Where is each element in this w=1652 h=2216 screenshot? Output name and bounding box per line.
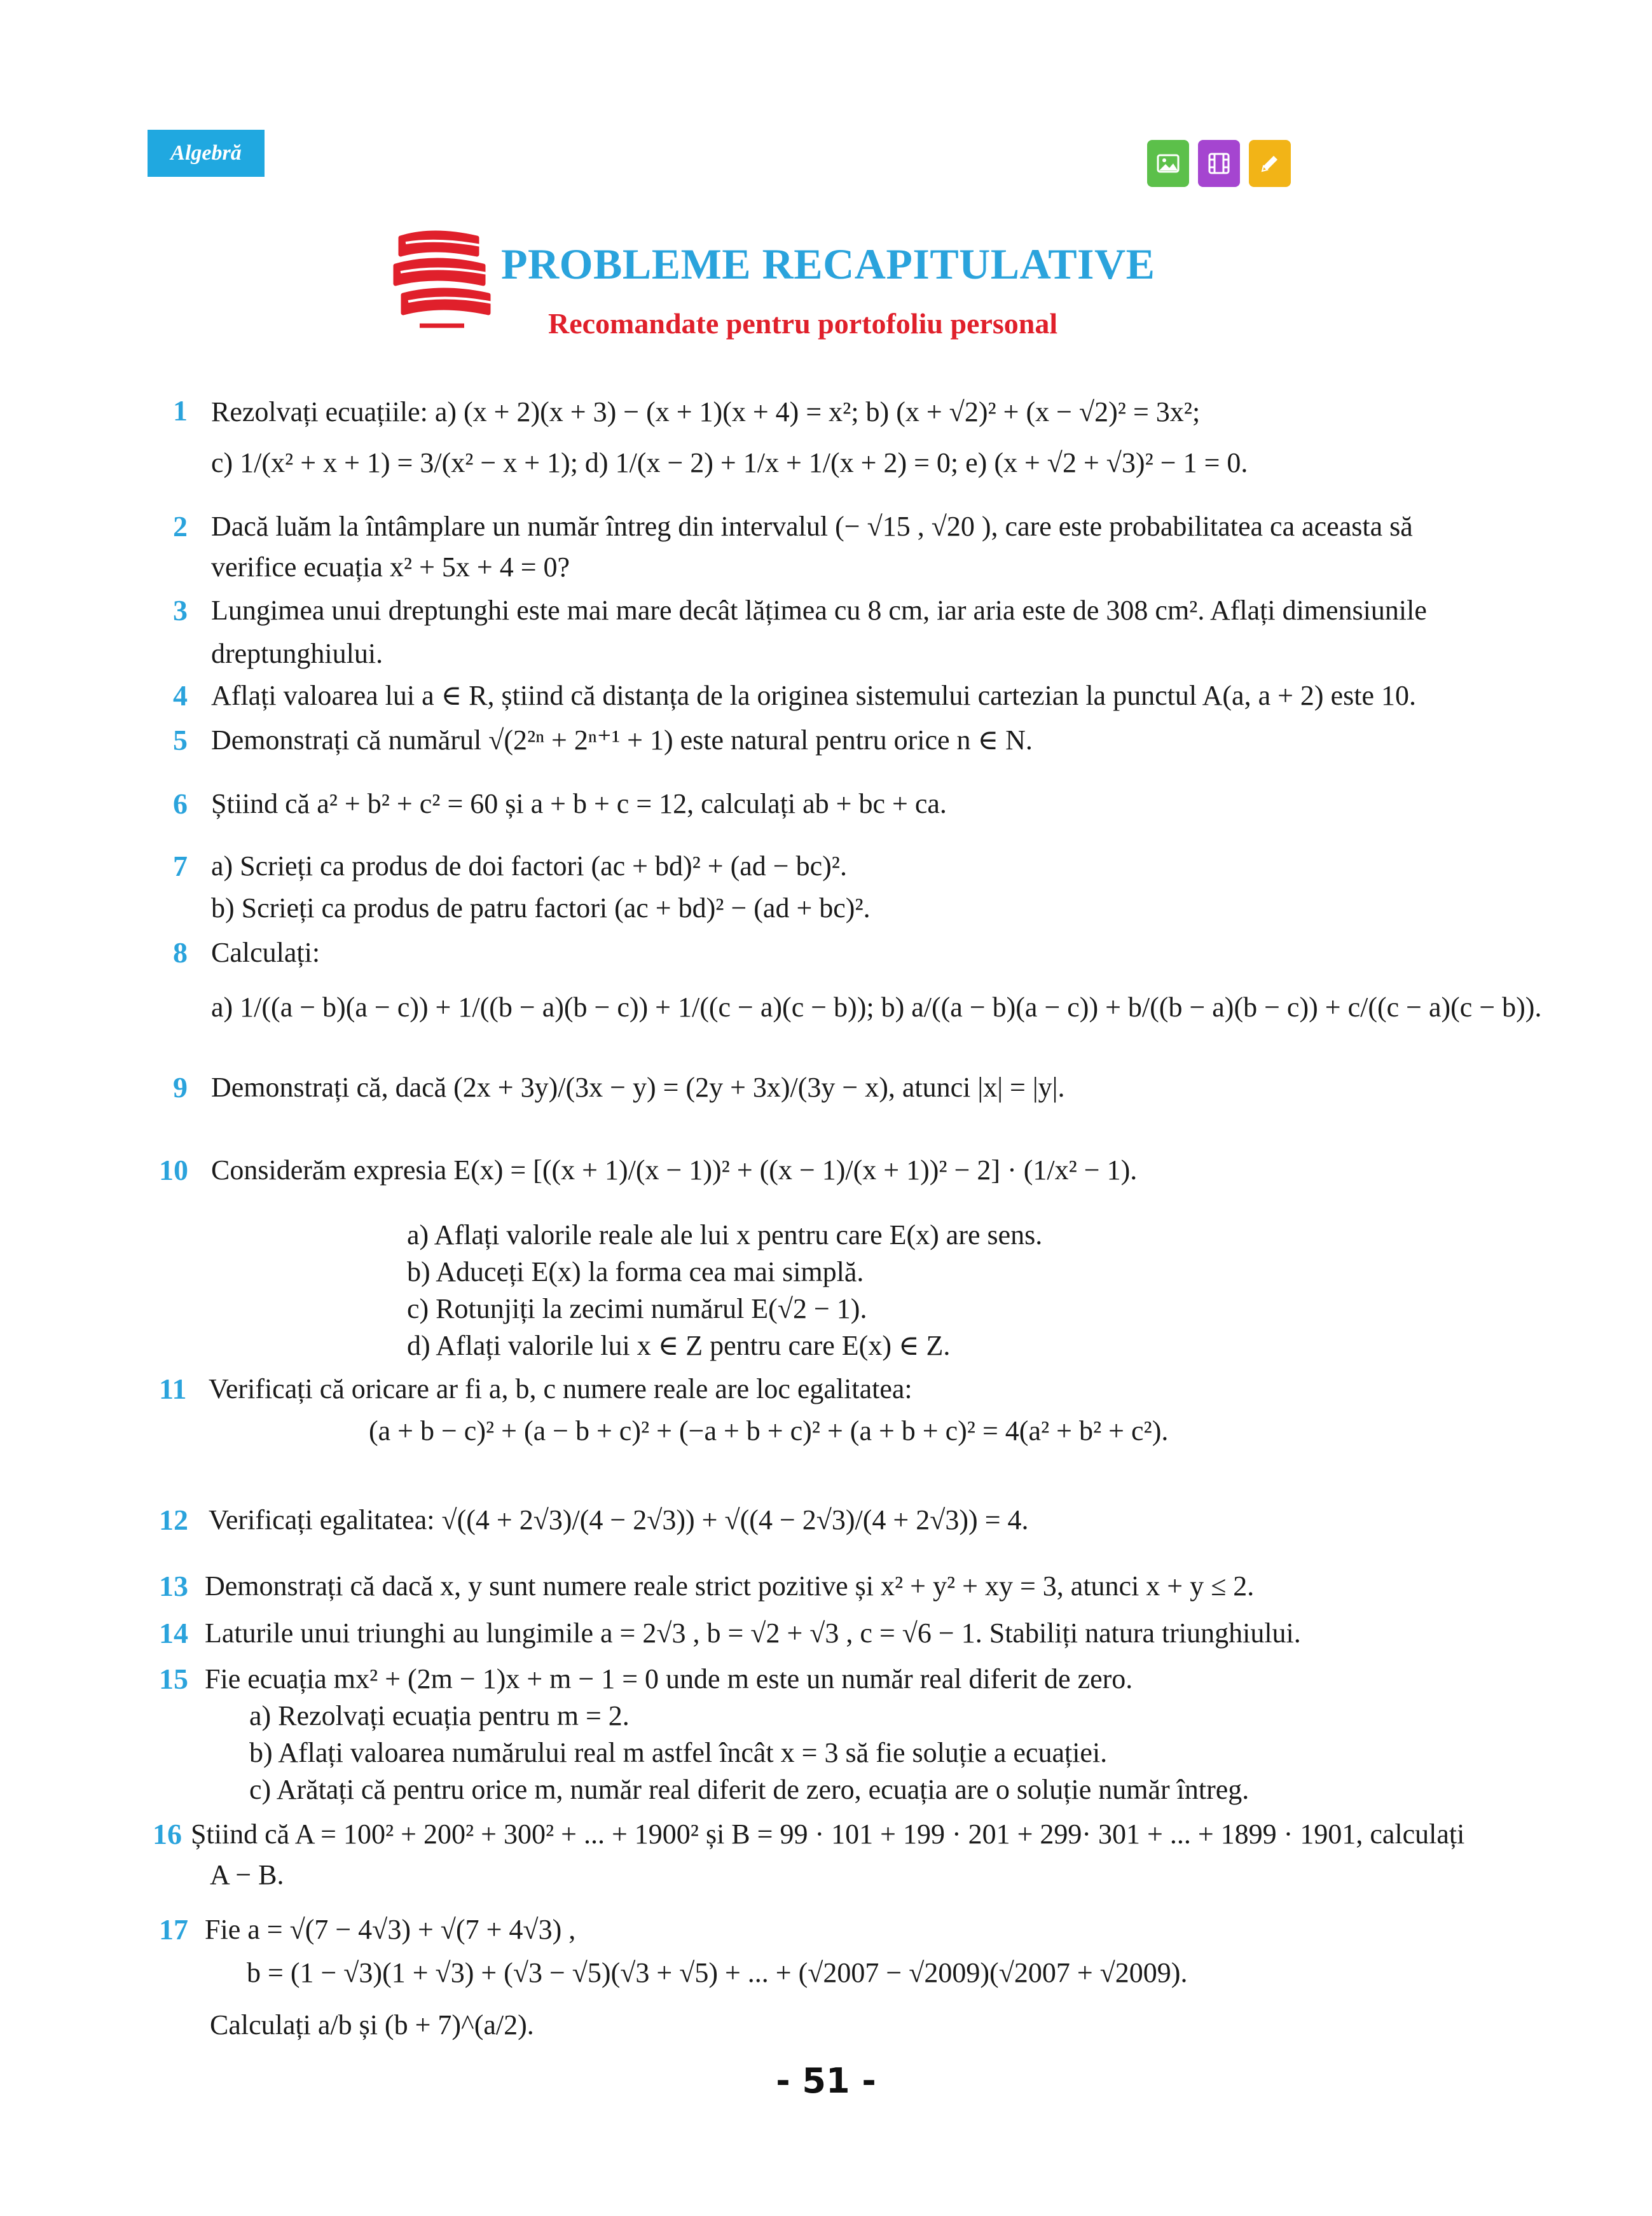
problem-line: Dacă luăm la întâmplare un număr întreg din intervalul (− √15 , √20 ), care este probabilitatea ca aceasta să bbox=[211, 511, 1413, 542]
problem-line: a) Aflați valorile reale ale lui x pentru care E(x) are sens. bbox=[407, 1219, 1043, 1250]
problem-line: Știind că A = 100² + 200² + 300² + ... + 1900² și B = 99 · 101 + 199 · 201 + 299· 301 + ... + 1899 · 1901, calculați bbox=[191, 1818, 1465, 1850]
problem-number: 6 bbox=[173, 787, 188, 820]
problem-line: (a + b − c)² + (a − b + c)² + (−a + b + c)² + (a + b + c)² = 4(a² + b² + c²). bbox=[369, 1415, 1169, 1446]
problem-number: 7 bbox=[173, 850, 188, 882]
problem-line: verifice ecuația x² + 5x + 4 = 0? bbox=[211, 551, 570, 583]
problem-line: Fie ecuația mx² + (2m − 1)x + m − 1 = 0 unde m este un număr real diferit de zero. bbox=[205, 1663, 1133, 1694]
problem-line: a) 1/((a − b)(a − c)) + 1/((b − a)(b − c)) + 1/((c − a)(c − b)); b) a/((a − b)(a − c)) + b/((b − a)(b − c)) + c/((c − a)(c − b)). bbox=[211, 992, 1542, 1023]
problem-line: dreptunghiului. bbox=[211, 638, 383, 669]
problem-number: 15 bbox=[159, 1663, 188, 1695]
problem-line: c) Arătați că pentru orice m, număr real diferit de zero, ecuația are o soluție număr întreg. bbox=[249, 1774, 1249, 1805]
page-number: - 51 - bbox=[776, 2061, 876, 2101]
problem-line: Calculați a/b și (b + 7)^(a/2). bbox=[210, 2009, 534, 2040]
problem-line: b) Scrieți ca produs de patru factori (ac + bd)² − (ad + bc)². bbox=[211, 892, 871, 924]
problem-line: c) Rotunjiți la zecimi numărul E(√2 − 1). bbox=[407, 1293, 867, 1324]
problem-line: A − B. bbox=[210, 1859, 284, 1890]
problem-line: Demonstrați că, dacă (2x + 3y)/(3x − y) = (2y + 3x)/(3y − x), atunci |x| = |y|. bbox=[211, 1072, 1065, 1103]
page-subtitle: Recomandate pentru portofoliu personal bbox=[548, 307, 1058, 340]
problem-number: 5 bbox=[173, 724, 188, 756]
problem-line: Demonstrați că dacă x, y sunt numere reale strict pozitive și x² + y² + xy = 3, atunci x + y ≤ 2. bbox=[205, 1570, 1255, 1602]
problem-number: 1 bbox=[173, 394, 188, 427]
problem-number: 9 bbox=[173, 1071, 188, 1104]
problem-line: Laturile unui triunghi au lungimile a = 2√3 , b = √2 + √3 , c = √6 − 1. Stabiliți natura triunghiului. bbox=[205, 1617, 1301, 1649]
problem-line: b) Aflați valoarea numărului real m astfel încât x = 3 să fie soluție a ecuației. bbox=[249, 1737, 1108, 1768]
problem-number: 14 bbox=[159, 1617, 188, 1649]
page-title: PROBLEME RECAPITULATIVE bbox=[501, 240, 1155, 288]
problem-line: Știind că a² + b² + c² = 60 și a + b + c = 12, calculați ab + bc + ca. bbox=[211, 788, 947, 819]
problem-line: Demonstrați că numărul √(2²ⁿ + 2ⁿ⁺¹ + 1) este natural pentru orice n ∈ N. bbox=[211, 724, 1033, 756]
problem-number: 10 bbox=[159, 1154, 188, 1186]
problem-line: Calculați: bbox=[211, 937, 320, 968]
problem-line: d) Aflați valorile lui x ∈ Z pentru care E(x) ∈ Z. bbox=[407, 1330, 951, 1361]
problem-line: Verificați că oricare ar fi a, b, c numere reale are loc egalitatea: bbox=[209, 1373, 912, 1404]
problem-line: a) Scrieți ca produs de doi factori (ac + bd)² + (ad − bc)². bbox=[211, 850, 847, 882]
problem-number: 4 bbox=[173, 679, 188, 712]
problem-line: c) 1/(x² + x + 1) = 3/(x² − x + 1); d) 1/(x − 2) + 1/x + 1/(x + 2) = 0; e) (x + √2 + √3)² − 1 = 0. bbox=[211, 447, 1248, 478]
problem-line: a) Rezolvați ecuația pentru m = 2. bbox=[249, 1700, 630, 1731]
problem-line: Verificați egalitatea: √((4 + 2√3)/(4 − 2√3)) + √((4 − 2√3)/(4 + 2√3)) = 4. bbox=[209, 1504, 1029, 1535]
problem-number: 8 bbox=[173, 936, 188, 969]
section-tag: Algebră bbox=[148, 130, 265, 177]
problem-number: 12 bbox=[159, 1504, 188, 1536]
problem-line: b) Aduceți E(x) la forma cea mai simplă. bbox=[407, 1256, 864, 1287]
problem-line: Considerăm expresia E(x) = [((x + 1)/(x − 1))² + ((x − 1)/(x + 1))² − 2] · (1/x² − 1). bbox=[211, 1154, 1138, 1186]
problem-number: 3 bbox=[173, 594, 188, 627]
problem-line: Fie a = √(7 − 4√3) + √(7 + 4√3) , bbox=[205, 1914, 576, 1945]
problem-number: 11 bbox=[159, 1373, 187, 1405]
problem-line: Lungimea unui dreptunghi este mai mare decât lățimea cu 8 cm, iar aria este de 308 cm². Aflați dimensiunile bbox=[211, 595, 1427, 626]
problem-number: 17 bbox=[159, 1913, 188, 1946]
problem-line: Aflați valoarea lui a ∈ R, știind că distanța de la originea sistemului cartezian la punctul A(a, a + 2) este 10. bbox=[211, 680, 1416, 711]
problem-line: b = (1 − √3)(1 + √3) + (√3 − √5)(√3 + √5) + ... + (√2007 − √2009)(√2007 + √2009). bbox=[247, 1957, 1188, 1988]
problem-number: 13 bbox=[159, 1570, 188, 1602]
problem-number: 2 bbox=[173, 510, 188, 543]
problem-line: Rezolvați ecuațiile: a) (x + 2)(x + 3) − (x + 1)(x + 4) = x²; b) (x + √2)² + (x − √2)² = 3x²; bbox=[211, 396, 1201, 427]
problem-number: 16 bbox=[153, 1818, 182, 1850]
